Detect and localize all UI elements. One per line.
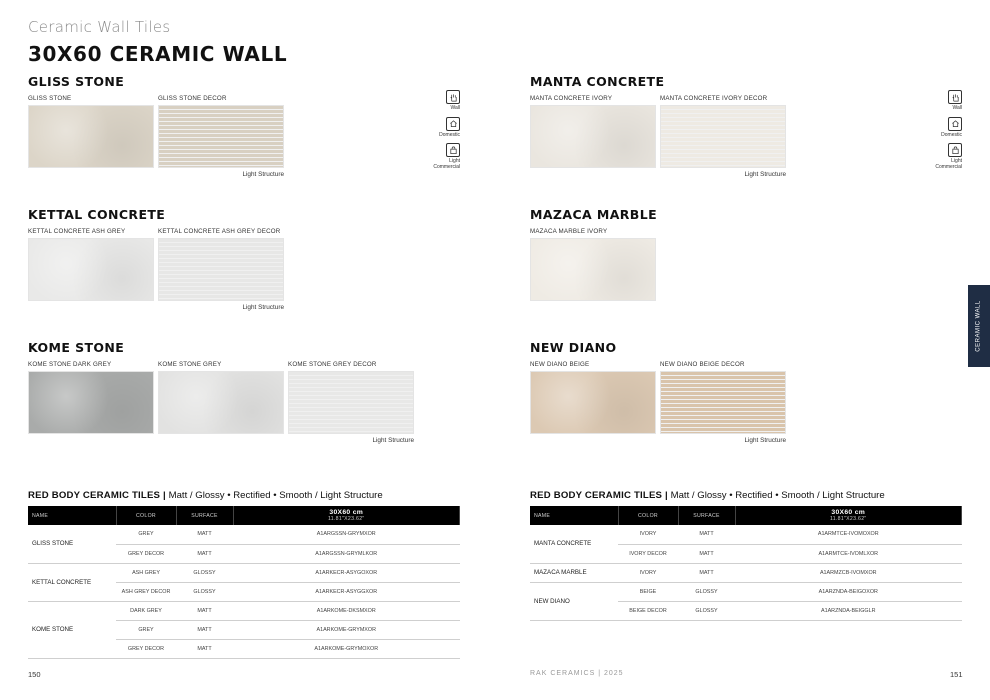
surface-cell: MATT	[678, 544, 735, 563]
spec-title-rest: Matt / Glossy • Rectified • Smooth / Light Structure	[667, 490, 885, 501]
tile-note: Light Structure	[744, 171, 786, 178]
series-name-cell: MANTA CONCRETE	[530, 525, 618, 563]
table-row	[530, 582, 962, 601]
series-block	[28, 340, 414, 444]
tile-label: KETTAL CONCRETE ASH GREY	[28, 228, 126, 235]
series-title: GLISS STONE	[28, 74, 125, 89]
surface-cell: GLOSSY	[176, 563, 233, 582]
spec-table-right	[530, 506, 962, 621]
series-block	[530, 340, 786, 444]
shopping-bag-icon	[446, 143, 460, 157]
usage-icons-left	[412, 90, 460, 175]
tile-row	[28, 228, 284, 313]
usage-label: Wall	[952, 105, 962, 111]
tile-swatch	[158, 238, 284, 301]
tile-swatch	[28, 105, 154, 168]
series-block	[530, 74, 786, 178]
tile-row	[530, 95, 786, 180]
usage-label: Domestic	[439, 131, 460, 138]
series-name-cell: NEW DIANO	[530, 582, 618, 620]
surface-cell: MATT	[678, 563, 735, 582]
side-tab[interactable]	[968, 285, 990, 367]
tile-label: MAZACA MARBLE IVORY	[530, 228, 608, 235]
col-header-color: COLOR	[618, 506, 678, 525]
size-inch: 11.81"X23.62"	[829, 516, 867, 522]
tile-card	[28, 228, 154, 313]
tile-card	[158, 95, 284, 180]
tile-swatch	[158, 105, 284, 168]
code-cell: A1ARZNDA-BEIGOXOR	[735, 582, 962, 601]
code-cell: A1ARKOME-DKSMXOR	[233, 601, 460, 620]
tile-note: Light Structure	[242, 304, 284, 311]
series-block	[28, 74, 284, 178]
surface-cell: MATT	[176, 544, 233, 563]
col-header-surface: SURFACE	[176, 506, 233, 525]
table-row	[28, 563, 460, 582]
tile-card	[28, 361, 154, 446]
tile-label: KOME STONE DARK GREY	[28, 361, 112, 368]
usage-icons-right	[914, 90, 962, 175]
size-cm: 30X60 cm	[831, 509, 866, 516]
tile-swatch	[530, 105, 656, 168]
usage-item	[935, 143, 962, 171]
surface-cell: GLOSSY	[176, 582, 233, 601]
code-cell: A1ARMZCB-IVOMXOR	[735, 563, 962, 582]
series-block	[530, 207, 658, 235]
tile-card	[158, 228, 284, 313]
shopping-bag-icon	[948, 143, 962, 157]
usage-label: Domestic	[941, 131, 962, 138]
tile-swatch	[530, 238, 656, 301]
tile-card	[158, 361, 284, 446]
color-cell: ASH GREY DECOR	[116, 582, 176, 601]
col-header-color: COLOR	[116, 506, 176, 525]
tile-card	[660, 95, 786, 180]
tile-note: Light Structure	[242, 171, 284, 178]
series-name-cell: GLISS STONE	[28, 525, 116, 563]
col-header-surface: SURFACE	[678, 506, 735, 525]
tile-label: GLISS STONE	[28, 95, 72, 102]
col-header-name: NAME	[28, 506, 116, 525]
code-cell: A1ARKOME-GRYMOXOR	[233, 639, 460, 658]
usage-item	[446, 90, 460, 113]
home-icon	[446, 117, 460, 131]
series-name-cell: KOME STONE	[28, 601, 116, 658]
tile-label: NEW DIANO BEIGE	[530, 361, 590, 368]
page-number-left: 150	[28, 670, 41, 679]
tile-swatch	[660, 371, 786, 434]
usage-label: Light Commercial	[433, 158, 460, 170]
code-cell: A1ARKECR-ASYGGXOR	[233, 582, 460, 601]
color-cell: IVORY DECOR	[618, 544, 678, 563]
usage-label: Wall	[450, 105, 460, 111]
side-tab-label: CERAMIC WALL	[976, 300, 983, 352]
col-header-name: NAME	[530, 506, 618, 525]
series-title: KOME STONE	[28, 340, 125, 355]
tile-swatch	[660, 105, 786, 168]
tile-label: MANTA CONCRETE IVORY	[530, 95, 613, 102]
tile-label: KOME STONE GREY	[158, 361, 222, 368]
tile-label: NEW DIANO BEIGE DECOR	[660, 361, 745, 368]
tile-card	[28, 95, 154, 180]
surface-cell: MATT	[678, 525, 735, 544]
color-cell: IVORY	[618, 563, 678, 582]
usage-item	[948, 90, 962, 113]
tile-label: KETTAL CONCRETE ASH GREY DECOR	[158, 228, 281, 235]
code-cell: A1ARGSSN-GRYMXOR	[233, 525, 460, 544]
hand-icon	[446, 90, 460, 104]
usage-label: Light Commercial	[935, 158, 962, 170]
series-title: KETTAL CONCRETE	[28, 207, 166, 222]
usage-item	[941, 117, 962, 140]
usage-item	[433, 143, 460, 171]
series-name-cell: KETTAL CONCRETE	[28, 563, 116, 601]
usage-item	[439, 117, 460, 140]
tile-swatch	[158, 371, 284, 434]
home-icon	[948, 117, 962, 131]
color-cell: GREY	[116, 620, 176, 639]
spec-title-bold: RED BODY CERAMIC TILES |	[28, 490, 166, 501]
footer-brand: RAK CERAMICS | 2025	[530, 670, 624, 677]
tile-card	[530, 361, 656, 446]
tile-swatch	[288, 371, 414, 434]
code-cell: A1ARKECR-ASYGOXOR	[233, 563, 460, 582]
code-cell: A1ARKOME-GRYMXOR	[233, 620, 460, 639]
series-name-cell: MAZACA MARBLE	[530, 563, 618, 582]
surface-cell: MATT	[176, 620, 233, 639]
spec-title-rest: Matt / Glossy • Rectified • Smooth / Light Structure	[165, 490, 383, 501]
size-inch: 11.81"X23.62"	[327, 516, 365, 522]
table-row	[530, 525, 962, 544]
color-cell: GREY DECOR	[116, 544, 176, 563]
tile-row	[28, 95, 284, 180]
tile-label: KOME STONE GREY DECOR	[288, 361, 377, 368]
color-cell: BEIGE	[618, 582, 678, 601]
tile-card	[660, 361, 786, 446]
code-cell: A1ARMTCE-IVOMOXOR	[735, 525, 962, 544]
color-cell: BEIGE DECOR	[618, 601, 678, 620]
surface-cell: GLOSSY	[678, 582, 735, 601]
surface-cell: GLOSSY	[678, 601, 735, 620]
spec-title-right	[530, 490, 885, 501]
color-cell: GREY	[116, 525, 176, 544]
series-title: MAZACA MARBLE	[530, 207, 658, 222]
tile-swatch	[530, 371, 656, 434]
tile-card	[530, 228, 656, 313]
spec-title-left	[28, 490, 383, 501]
col-header-size	[233, 506, 460, 525]
tile-label: MANTA CONCRETE IVORY DECOR	[660, 95, 768, 102]
tile-swatch	[28, 371, 154, 434]
color-cell: DARK GREY	[116, 601, 176, 620]
color-cell: IVORY	[618, 525, 678, 544]
tile-note: Light Structure	[744, 437, 786, 444]
surface-cell: MATT	[176, 525, 233, 544]
series-block	[28, 207, 284, 311]
tile-row	[530, 361, 786, 446]
size-cm: 30X60 cm	[329, 509, 364, 516]
hand-icon	[948, 90, 962, 104]
tile-label: GLISS STONE DECOR	[158, 95, 227, 102]
series-title: MANTA CONCRETE	[530, 74, 665, 89]
table-row	[28, 601, 460, 620]
code-cell: A1ARGSSN-GRYMLKOR	[233, 544, 460, 563]
tile-note: Light Structure	[372, 437, 414, 444]
page-number-right: 151	[950, 670, 963, 679]
tile-card	[530, 95, 656, 180]
tile-card	[288, 361, 414, 446]
spec-title-bold: RED BODY CERAMIC TILES |	[530, 490, 668, 501]
spec-table-left	[28, 506, 460, 659]
col-header-size	[735, 506, 962, 525]
surface-cell: MATT	[176, 639, 233, 658]
code-cell: A1ARMTCE-IVOMLXOR	[735, 544, 962, 563]
surface-cell: MATT	[176, 601, 233, 620]
code-cell: A1ARZNDA-BEIGGLR	[735, 601, 962, 620]
color-cell: ASH GREY	[116, 563, 176, 582]
category-title: Ceramic Wall Tiles	[28, 18, 171, 36]
tile-row	[530, 228, 656, 313]
tile-note	[530, 304, 656, 313]
table-row	[530, 563, 962, 582]
table-row	[28, 525, 460, 544]
tile-swatch	[28, 238, 154, 301]
color-cell: GREY DECOR	[116, 639, 176, 658]
page-title: 30X60 CERAMIC WALL	[28, 42, 288, 66]
series-title: NEW DIANO	[530, 340, 617, 355]
tile-row	[28, 361, 414, 446]
